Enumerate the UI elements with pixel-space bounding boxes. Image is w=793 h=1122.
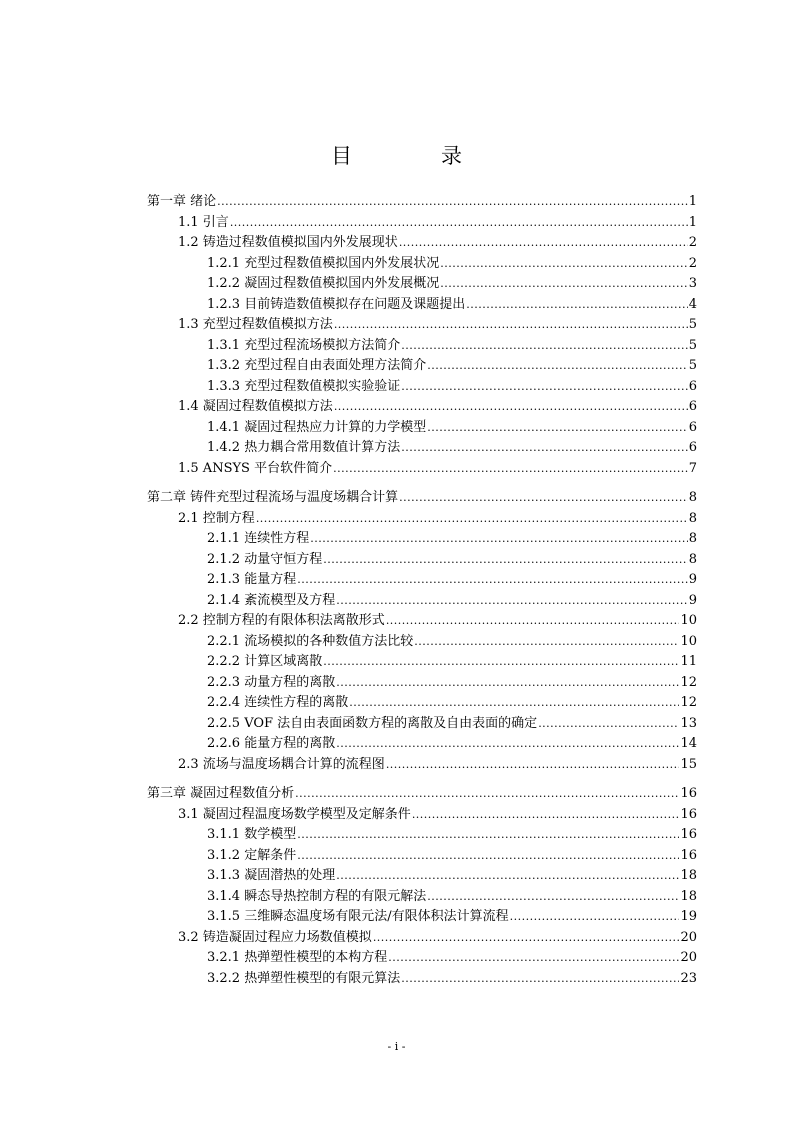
dot-leader (414, 632, 679, 653)
toc-subsection-entry[interactable] (147, 846, 697, 867)
toc-section-entry[interactable] (147, 755, 697, 776)
toc-entry-page: 6 (688, 399, 697, 414)
toc-entry-label: 1.3 充型过程数值模拟方法 (178, 317, 333, 332)
dot-leader (386, 611, 680, 632)
toc-subsection-entry[interactable] (147, 356, 697, 377)
toc-subsection-entry[interactable] (147, 570, 697, 591)
toc-entry-page: 20 (680, 950, 697, 965)
toc-entry-label: 1.1 引言 (178, 214, 229, 230)
dot-leader (373, 928, 680, 949)
dot-leader (466, 295, 688, 316)
toc-entry-label: 2.1.1 连续性方程 (207, 531, 310, 546)
dot-leader (399, 488, 688, 509)
page-title: 目 录 (331, 144, 496, 168)
toc-entry-label: 1.4.1 凝固过程热应力计算的力学模型 (207, 419, 427, 435)
dot-leader (336, 673, 679, 694)
toc-entry-page: 15 (680, 756, 697, 772)
toc-entry-label: 2.2.5 VOF 法自由表面函数方程的离散及自由表面的确定 (207, 715, 538, 731)
dot-leader (401, 438, 688, 459)
toc-subsection-entry[interactable] (147, 714, 697, 735)
toc-entry-page: 8 (688, 490, 697, 505)
toc-subsection-entry[interactable] (147, 377, 697, 398)
toc-entry-page: 14 (680, 736, 697, 751)
dot-leader (297, 846, 679, 867)
dot-leader (310, 529, 688, 550)
dot-leader (427, 887, 679, 908)
toc-subsection-entry[interactable] (147, 438, 697, 459)
dot-leader (334, 397, 688, 418)
toc-entry-label: 2.1.3 能量方程 (207, 572, 297, 587)
toc-entry-label: 3.2.2 热弹塑性模型的有限元算法 (207, 970, 401, 986)
toc-entry-page: 13 (680, 715, 697, 731)
dot-leader (336, 591, 688, 612)
toc-subsection-entry[interactable] (147, 907, 697, 928)
toc-entry-page: 3 (688, 276, 697, 291)
toc-entry-page: 2 (688, 235, 697, 250)
toc-subsection-entry[interactable] (147, 673, 697, 694)
table-of-contents (147, 192, 697, 989)
toc-entry-page: 11 (680, 654, 697, 669)
toc-entry-page: 16 (680, 827, 697, 842)
toc-entry-label: 1.3.2 充型过程自由表面处理方法简介 (207, 358, 427, 373)
toc-section-entry[interactable] (147, 459, 697, 480)
toc-entry-page: 5 (688, 358, 697, 373)
toc-entry-label: 2.2.4 连续性方程的离散 (207, 695, 349, 710)
toc-subsection-entry[interactable] (147, 295, 697, 316)
dot-leader (427, 418, 688, 439)
toc-entry-page: 18 (680, 888, 697, 904)
toc-entry-label: 3.1.5 三维瞬态温度场有限元法/有限体积法计算流程 (207, 909, 509, 924)
dot-leader (295, 784, 679, 805)
toc-entry-label: 2.1.4 紊流模型及方程 (207, 592, 336, 608)
toc-entry-page: 6 (688, 378, 697, 394)
toc-section-entry[interactable] (147, 611, 697, 632)
dot-leader (323, 550, 688, 571)
toc-entry-label: 3.1.4 瞬态导热控制方程的有限元解法 (207, 888, 427, 904)
dot-leader (349, 693, 679, 714)
toc-subsection-entry[interactable] (147, 632, 697, 653)
toc-entry-page: 7 (688, 460, 697, 476)
dot-leader (336, 866, 679, 887)
dot-leader (538, 714, 679, 735)
toc-entry-label: 2.2.1 流场模拟的各种数值方法比较 (207, 633, 414, 649)
toc-entry-page: 10 (680, 633, 697, 649)
dot-leader (297, 570, 688, 591)
dot-leader (334, 315, 688, 336)
toc-entry-label: 第三章 凝固过程数值分析 (147, 786, 295, 801)
toc-subsection-entry[interactable] (147, 591, 697, 612)
dot-leader (230, 213, 688, 234)
dot-leader (401, 336, 688, 357)
toc-chapter-entry[interactable] (147, 784, 697, 805)
toc-section-entry[interactable] (147, 315, 697, 336)
toc-entry-page: 2 (688, 255, 697, 271)
toc-section-entry[interactable] (147, 397, 697, 418)
dot-leader (427, 356, 688, 377)
dot-leader (386, 755, 680, 776)
toc-subsection-entry[interactable] (147, 693, 697, 714)
toc-entry-page: 16 (680, 847, 697, 863)
toc-entry-label: 3.2.1 热弹塑性模型的本构方程 (207, 950, 388, 965)
toc-entry-label: 2.2.3 动量方程的离散 (207, 674, 336, 690)
toc-entry-page: 12 (680, 674, 697, 690)
toc-subsection-entry[interactable] (147, 887, 697, 908)
toc-subsection-entry[interactable] (147, 734, 697, 755)
toc-entry-label: 3.1 凝固过程温度场数学模型及定解条件 (178, 806, 411, 822)
toc-subsection-entry[interactable] (147, 550, 697, 571)
toc-chapter-entry[interactable] (147, 488, 697, 509)
toc-subsection-entry[interactable] (147, 866, 697, 887)
toc-entry-label: 2.3 流场与温度场耦合计算的流程图 (178, 756, 385, 772)
toc-entry-label: 1.2.1 充型过程数值模拟国内外发展状况 (207, 255, 440, 271)
toc-entry-label: 1.2.2 凝固过程数值模拟国内外发展概况 (207, 276, 440, 291)
toc-entry-page: 16 (680, 786, 697, 801)
toc-entry-page: 1 (688, 214, 697, 230)
toc-entry-page: 8 (688, 551, 697, 567)
dot-leader (333, 459, 688, 480)
toc-section-entry[interactable] (147, 928, 697, 949)
dot-leader (440, 274, 688, 295)
toc-entry-page: 5 (688, 337, 697, 353)
toc-entry-label: 3.1.1 数学模型 (207, 827, 297, 842)
toc-entry-label: 1.2.3 目前铸造数值模拟存在问题及课题提出 (207, 296, 466, 312)
toc-subsection-entry[interactable] (147, 274, 697, 295)
dot-leader (217, 192, 688, 213)
dot-leader (510, 907, 680, 928)
toc-entry-label: 1.3.3 充型过程数值模拟实验验证 (207, 378, 401, 394)
toc-entry-page: 19 (680, 909, 697, 924)
toc-entry-label: 第一章 绪论 (147, 194, 217, 209)
toc-entry-page: 20 (680, 929, 697, 945)
toc-entry-label: 1.5 ANSYS 平台软件简介 (178, 460, 333, 476)
toc-entry-page: 8 (688, 510, 697, 526)
toc-entry-page: 10 (680, 613, 697, 628)
toc-entry-label: 1.2 铸造过程数值模拟国内外发展现状 (178, 235, 398, 250)
toc-entry-page: 16 (680, 806, 697, 822)
toc-entry-label: 3.2 铸造凝固过程应力场数值模拟 (178, 929, 372, 945)
toc-subsection-entry[interactable] (147, 254, 697, 275)
toc-entry-page: 4 (688, 296, 697, 312)
toc-entry-label: 2.2 控制方程的有限体积法离散形式 (178, 613, 385, 628)
toc-subsection-entry[interactable] (147, 825, 697, 846)
toc-entry-label: 1.4.2 热力耦合常用数值计算方法 (207, 440, 401, 455)
toc-subsection-entry[interactable] (147, 652, 697, 673)
toc-subsection-entry[interactable] (147, 969, 697, 990)
dot-leader (323, 652, 679, 673)
toc-section-entry[interactable] (147, 509, 697, 530)
toc-entry-label: 第二章 铸件充型过程流场与温度场耦合计算 (147, 490, 399, 505)
toc-subsection-entry[interactable] (147, 529, 697, 550)
toc-chapter-entry[interactable] (147, 192, 697, 213)
toc-entry-label: 2.2.6 能量方程的离散 (207, 736, 336, 751)
toc-entry-page: 6 (688, 419, 697, 435)
toc-entry-page: 12 (680, 695, 697, 710)
toc-subsection-entry[interactable] (147, 336, 697, 357)
dot-leader (336, 734, 679, 755)
dot-leader (388, 948, 679, 969)
dot-leader (401, 969, 679, 990)
toc-entry-page: 9 (688, 572, 697, 587)
toc-entry-label: 2.1.2 动量守恒方程 (207, 551, 323, 567)
toc-entry-page: 8 (688, 531, 697, 546)
toc-entry-page: 18 (680, 868, 697, 883)
dot-leader (399, 233, 688, 254)
dot-leader (401, 377, 688, 398)
toc-section-entry[interactable] (147, 213, 697, 234)
toc-entry-label: 3.1.3 凝固潜热的处理 (207, 868, 336, 883)
page-number-footer: - i - (387, 1040, 406, 1053)
toc-entry-page: 9 (688, 592, 697, 608)
toc-entry-label: 1.4 凝固过程数值模拟方法 (178, 399, 333, 414)
toc-entry-label: 3.1.2 定解条件 (207, 847, 297, 863)
toc-entry-page: 23 (680, 970, 697, 986)
toc-entry-label: 1.3.1 充型过程流场模拟方法简介 (207, 337, 401, 353)
toc-subsection-entry[interactable] (147, 948, 697, 969)
toc-entry-label: 2.2.2 计算区域离散 (207, 654, 323, 669)
toc-section-entry[interactable] (147, 805, 697, 826)
dot-leader (297, 825, 679, 846)
toc-entry-page: 6 (688, 440, 697, 455)
toc-subsection-entry[interactable] (147, 418, 697, 439)
toc-entry-page: 1 (688, 194, 697, 209)
dot-leader (440, 254, 688, 275)
dot-leader (256, 509, 688, 530)
toc-section-entry[interactable] (147, 233, 697, 254)
dot-leader (412, 805, 680, 826)
toc-entry-label: 2.1 控制方程 (178, 510, 255, 526)
toc-entry-page: 5 (688, 317, 697, 332)
